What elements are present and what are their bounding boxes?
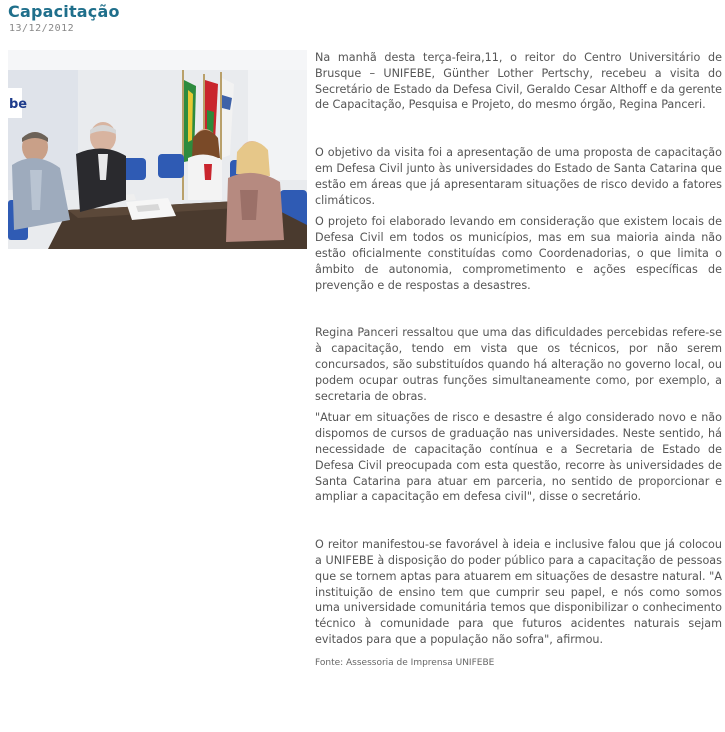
article-paragraph: O projeto foi elaborado levando em consideração que existem locais de Defesa Civil em todos os municípios, mas em sua maioria ainda não estão oficialmente constituídas como Coordenadorias, o que limita o âmbito de autonomia, comprometimento e ações específicas de prevenção e de respostas a desastres. <box>315 215 722 292</box>
meeting-photo <box>8 50 307 249</box>
article-paragraph: O objetivo da visita foi a apresentação de uma proposta de capacitação em Defesa Civil junto às universidades do Estado de Santa Catarina que estão em áreas que já apresentaram situações de risco devido a fatores climáticos. <box>315 146 722 207</box>
article-paragraph: Regina Panceri ressaltou que uma das dificuldades percebidas refere-se à capacitação, tendo em vista que os técnicos, por não serem concursados, são substituídos quando há alteração no governo local, ou podem ocupar outras funções simultaneamente como, por exemplo, a secretaria de obras. <box>315 326 722 403</box>
article-paragraph: "Atuar em situações de risco e desastre é algo considerado novo e não dispomos de cursos de graduação nas universidades. Neste sentido, há necessidade de capacitação contínua e a Secretaria de Estado de Defesa Civil preocupada com esta questão, recorre às universidades de Santa Catarina para atuar em parceria, no sentido de proporcionar e ampliar a capacitação em defesa civil", disse o secretário. <box>315 411 722 504</box>
article-paragraph: Na manhã desta terça-feira,11, o reitor do Centro Universitário de Brusque – UNIFEBE, Günther Lother Pertschy, recebeu a visita do Secretário de Estado da Defesa Civil, Geraldo Cesar Althoff e da gerente de Capacitação, Pesquisa e Projeto, do mesmo órgão, Regina Panceri. <box>315 51 722 112</box>
article-body <box>315 50 722 668</box>
article-paragraph: O reitor manifestou-se favorável à ideia e inclusive falou que já colocou a UNIFEBE à disposição do poder público para a capacitação de pessoas que se tornem aptas para atuarem em situações de desastre natural. "A instituição de ensino tem que cumprir seu papel, e nós como somos uma universidade comunitária temos que disponibilizar o conhecimento técnico à comunidade para que futuros acidentes naturais sejam evitados para que a população não sofra", afirmou. <box>315 538 722 646</box>
article-source: Fonte: Assessoria de Imprensa UNIFEBE <box>315 657 495 668</box>
article-title: Capacitação <box>8 2 120 21</box>
photo-logo-text: be <box>9 97 28 112</box>
article-date: 13/12/2012 <box>9 23 75 34</box>
